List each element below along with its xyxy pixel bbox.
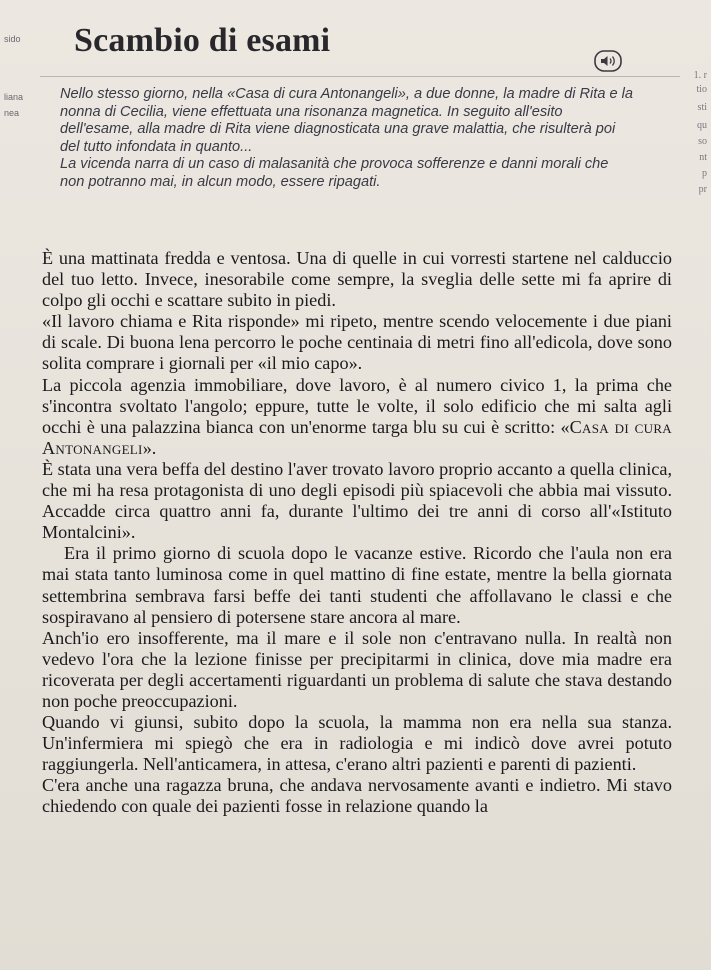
story-paragraph: È una mattinata fredda e ventosa. Una di quelle in cui vorresti startene nel calduccio del tuo letto. Invece, inesorabile come sempre, la sveglia delle sette mi fa aprire di colpo gli occhi e scattare subito in piedi. — [42, 248, 672, 311]
margin-fragment: so — [698, 136, 707, 147]
margin-fragment: p — [702, 168, 707, 179]
title-divider — [40, 76, 680, 77]
story-paragraph: Quando vi giunsi, subito dopo la scuola, la mamma non era nella sua stanza. Un'infermiera mi spiegò che era in radiologia e mi indicò dove avrei potuto raggiungerla. Nell'anticamera, in attesa, c'erano altri pazienti e parenti di pazienti. — [42, 712, 672, 775]
clinic-sign-text: Casa di cura Antonangeli — [42, 416, 672, 458]
margin-fragment: tio — [696, 84, 707, 95]
story-text-segment: La piccola agenzia immobiliare, dove lavoro, è al numero civico 1, la prima che s'incontra svoltato l'angolo; eppure, tutte le volte, il solo edificio che mi salta agli occhi è una palazzina bianca con un'enorme targa blu su cui è scritto: « — [42, 374, 672, 437]
story-paragraph: Anch'io ero insofferente, ma il mare e il sole non c'entravano nulla. In realtà non vedevo l'ora che la lezione finisse per precipitarmi in clinica, dove mia madre era ricoverata per degli accertamenti riguardanti un problema di salute che stava destando non poche preoccupazioni. — [42, 627, 672, 711]
margin-fragment: qu — [697, 120, 707, 131]
intro-paragraph: Nello stesso giorno, nella «Casa di cura Antonangeli», a due donne, la madre di Rita e la nonna di Cecilia, viene effettuata una risonanza magnetica. In seguito all'esito dell'esame, alla madre di Rita viene diagnosticata una grave malattia, che risulterà poi del tutto infondata in quanto... — [60, 86, 634, 155]
story-paragraph — [42, 375, 672, 459]
right-margin-fragments — [671, 60, 711, 195]
margin-fragment: sti — [697, 102, 707, 113]
margin-fragment: nt — [699, 152, 707, 163]
left-margin-fragments — [0, 0, 46, 160]
audio-speaker-icon[interactable] — [594, 50, 622, 72]
intro-paragraph: La vicenda narra di un caso di malasanità che provoca sofferenze e danni morali che non potranno mai, in alcun modo, essere ripagati. — [60, 156, 609, 190]
story-paragraph: C'era anche una ragazza bruna, che andava nervosamente avanti e indietro. Mi stavo chiedendo con quale dei pazienti fosse in relazione quando la — [42, 775, 672, 817]
margin-fragment: pr — [698, 184, 707, 195]
margin-fragment: nea — [4, 108, 20, 118]
margin-fragment: liana — [4, 92, 24, 102]
story-text-segment: ». — [142, 437, 157, 458]
page-title: Scambio di esami — [74, 22, 331, 59]
story-text — [42, 248, 672, 818]
story-paragraph: «Il lavoro chiama e Rita risponde» mi ripeto, mentre scendo velocemente i due piani di scale. Di buona lena percorro le poche centinaia di metri fino all'edicola, dove sono solita comprare i giornali per «il mio capo». — [42, 311, 672, 374]
story-paragraph: Era il primo giorno di scuola dopo le vacanze estive. Ricordo che l'aula non era mai stata tanto luminosa come in quel mattino di fine estate, mentre la bella giornata settembrina sembrava farsi beffe dei tanti studenti che affollavano le classi e che sospiravano al pensiero di potersene stare ancora al mare. — [42, 543, 672, 627]
margin-fragment: sido — [4, 34, 21, 44]
intro-summary — [60, 86, 635, 192]
story-paragraph: È stata una vera beffa del destino l'aver trovato lavoro proprio accanto a quella clinica, che mi ha resa protagonista di uno degli episodi più spiacevoli che abbia mai vissuto. Accadde circa quattro anni fa, durante l'ultimo dei tre anni di corso all'«Istituto Montalcini». — [42, 458, 672, 543]
margin-fragment: 1. r — [693, 70, 707, 81]
